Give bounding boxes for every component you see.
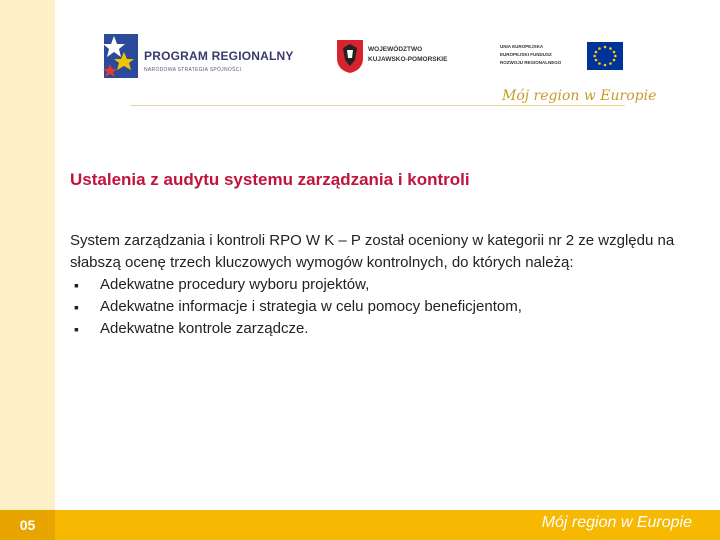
slide-title: Ustalenia z audytu systemu zarządzania i kontroli <box>70 170 470 189</box>
voivodeship-line1: WOJEWÓDZTWO <box>368 46 423 53</box>
bullet-item <box>70 274 690 296</box>
bullet-text: Adekwatne informacje i strategia w celu pomocy beneficjentom, <box>100 298 522 315</box>
bullet-text: Adekwatne kontrole zarządcze. <box>100 320 309 337</box>
bullet-marker-icon: ▪ <box>74 299 79 315</box>
bullet-marker-icon: ▪ <box>74 277 79 293</box>
eu-logo-line1: UNIA EUROPEJSKA <box>500 44 544 49</box>
program-regionalny-emblem <box>100 30 142 85</box>
bullet-item <box>70 296 690 318</box>
bullet-text: Adekwatne procedury wyboru projektów, <box>100 276 370 293</box>
side-panel <box>0 0 55 510</box>
eu-logo-line2: EUROPEJSKI FUNDUSZ <box>500 52 552 57</box>
slide-number: 05 <box>0 510 55 540</box>
eu-flag-icon <box>587 42 623 70</box>
slide-intro: System zarządzania i kontroli RPO W K – P został oceniony w kategorii nr 2 ze względu na słabszą ocenę trzech kluczowych wymogów kontrolnych, do których należą: <box>70 232 675 271</box>
eu-logo-line3: ROZWOJU REGIONALNEGO <box>500 60 562 65</box>
eu-logo <box>500 40 625 75</box>
bullet-list <box>70 274 690 340</box>
coat-of-arms-icon <box>335 38 365 74</box>
slide-body <box>70 230 690 340</box>
program-logo-subtitle: NARODOWA STRATEGIA SPÓJNOŚCI <box>144 67 242 73</box>
program-regionalny-logo <box>100 30 300 90</box>
bullet-item <box>70 318 690 340</box>
bullet-marker-icon: ▪ <box>74 321 79 337</box>
voivodeship-line2: KUJAWSKO-POMORSKIE <box>368 56 448 63</box>
program-logo-title: PROGRAM REGIONALNY <box>144 49 294 63</box>
header-slogan: Mój region w Europie <box>502 88 657 104</box>
footer-slogan: Mój region w Europie <box>541 514 692 531</box>
voivodeship-logo <box>335 38 465 78</box>
header-divider <box>130 105 625 106</box>
